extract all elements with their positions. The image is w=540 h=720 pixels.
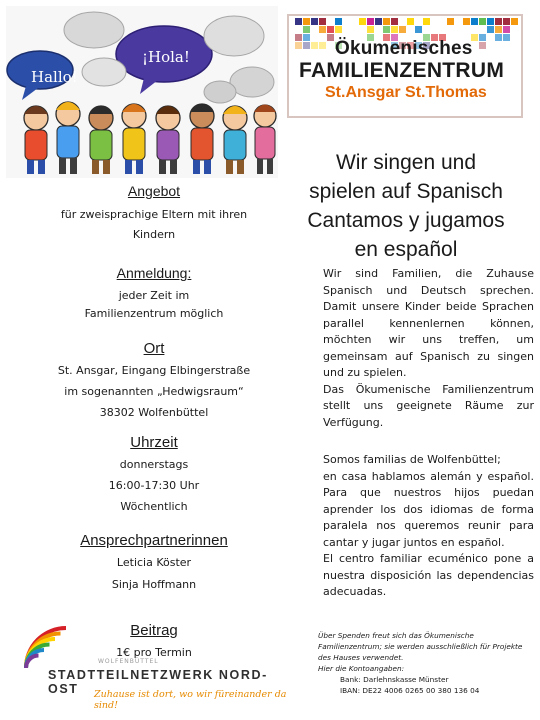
paragraph-spanish-rooms: El centro familiar ecuménico pone a nuestra disposición las dependencias adecuadas. <box>323 552 534 598</box>
mosaic-tile <box>335 18 342 25</box>
mosaic-tile <box>319 42 326 49</box>
bubble-hola-text: ¡Hola! <box>142 48 190 66</box>
mosaic-tile <box>295 34 302 41</box>
section-ansprechpartnerinnen <box>40 530 268 596</box>
mosaic-tile <box>319 26 326 33</box>
beitrag-text: 1€ pro Termin <box>116 646 192 659</box>
title-es-line-2: en español <box>354 238 458 261</box>
mosaic-tile <box>495 34 502 41</box>
mosaic-tile <box>295 42 302 49</box>
mosaic-tile <box>479 34 486 41</box>
mosaic-tile <box>383 18 390 25</box>
logo-text-parishes: St.Ansgar St.Thomas <box>325 84 487 101</box>
ansprech-line-1: Leticia Köster <box>116 556 192 569</box>
paragraph-german-text: Wir sind Familien, die Zuhause Spanisch und Deutsch sprechen. Damit unsere Kinder beide Sprachen parallel kennenlernen können, möchten wir uns treffen, um gemeinsam auf Spanisch zu singen und zu spielen. <box>323 267 534 379</box>
uhrzeit-line-1: donnerstags <box>119 458 189 471</box>
mosaic-tile <box>367 26 374 33</box>
ort-line-1: St. Ansgar, Eingang Elbingerstraße <box>57 364 251 377</box>
mosaic-tile <box>463 18 470 25</box>
donation-text: Über Spenden freut sich das Ökumenische Familienzentrum; sie werden ausschließlich für Projekte des Hauses verwendet. <box>318 631 523 662</box>
iban: IBAN: DE22 4006 0265 00 380 136 04 <box>340 686 480 695</box>
stz-slogan: Zuhause ist dort, wo wir füreinander da sind! <box>94 689 287 711</box>
mosaic-tile <box>447 18 454 25</box>
ansprech-line-2: Sinja Hoffmann <box>111 578 197 591</box>
section-ort <box>40 338 268 423</box>
anmeldung-text: jeder Zeit im Familienzentrum möglich <box>84 289 224 320</box>
title-de-line-1: Wir singen und <box>335 151 477 174</box>
stadtteilnetzwerk-logo <box>20 622 290 710</box>
uhrzeit-line-3: Wöchentlich <box>120 500 188 513</box>
mosaic-tile <box>303 26 310 33</box>
mosaic-tile <box>503 26 510 33</box>
paragraph-german <box>323 266 534 431</box>
paragraph-spanish-line-1: Somos familias de Wolfenbüttel; <box>323 453 501 466</box>
heading-uhrzeit: Uhrzeit <box>130 434 178 451</box>
donation-note <box>318 630 536 696</box>
title-de-line-2: spielen auf Spanisch <box>309 180 503 203</box>
mosaic-tile <box>487 18 494 25</box>
section-angebot <box>40 181 268 245</box>
mosaic-tile <box>311 42 318 49</box>
mosaic-tile <box>383 26 390 33</box>
mosaic-tile <box>335 26 342 33</box>
heading-ansprechpartnerinnen: Ansprechpartnerinnen <box>80 532 228 549</box>
rainbow-arcs-icon <box>20 622 100 670</box>
logo-text-oekumenisches: Ökumenisches <box>335 38 473 59</box>
mosaic-tile <box>415 26 422 33</box>
mosaic-tile <box>407 18 414 25</box>
ort-line-2: im sogenannten „Hedwigsraum“ <box>64 385 244 398</box>
mosaic-tile <box>327 26 334 33</box>
mosaic-tile <box>503 34 510 41</box>
children-illustration <box>6 6 278 178</box>
familienzentrum-logo <box>287 14 523 118</box>
ort-line-3: 38302 Wolfenbüttel <box>99 406 209 419</box>
mosaic-tile <box>391 18 398 25</box>
section-uhrzeit <box>40 432 268 517</box>
logo-text-familienzentrum: FAMILIENZENTRUM <box>299 59 505 82</box>
mosaic-tile <box>367 18 374 25</box>
mosaic-tile <box>303 34 310 41</box>
mosaic-tile <box>503 18 510 25</box>
mosaic-tile <box>511 18 518 25</box>
heading-beitrag: Beitrag <box>130 622 178 639</box>
section-anmeldung <box>40 263 268 323</box>
heading-angebot: Angebot <box>127 183 181 199</box>
mosaic-tile <box>479 18 486 25</box>
stz-city-label: WOLFENBÜTTEL <box>98 658 159 665</box>
heading-anmeldung: Anmeldung: <box>116 265 192 281</box>
page-title <box>288 148 524 264</box>
account-label: Hier die Kontoangaben: <box>318 664 405 673</box>
mosaic-tile <box>471 18 478 25</box>
heading-ort: Ort <box>143 340 165 357</box>
paragraph-spanish <box>323 452 534 601</box>
mosaic-tile <box>311 18 318 25</box>
bubble-hallo-text: Hallo! <box>31 68 78 86</box>
mosaic-tile <box>319 18 326 25</box>
mosaic-tile <box>327 34 334 41</box>
stz-name: STADTTEILNETZWERK NORD-OST <box>48 668 268 696</box>
mosaic-tile <box>495 18 502 25</box>
paragraph-spanish-text: en casa hablamos alemán y español. Para que nuestros hijos puedan aprender los dos idiomas de forma paralela nos queremos reunir para cantar y jugar juntos en español. <box>323 469 534 549</box>
uhrzeit-line-2: 16:00-17:30 Uhr <box>108 479 200 492</box>
mosaic-tile <box>391 26 398 33</box>
paragraph-german-rooms: Das Ökumenische Familienzentrum stellt uns geeignete Räume zur Verfügung. <box>323 382 534 429</box>
mosaic-tile <box>375 18 382 25</box>
mosaic-tile <box>495 26 502 33</box>
mosaic-tile <box>423 18 430 25</box>
bank-name: Bank: Darlehnskasse Münster <box>340 675 449 684</box>
mosaic-tile <box>303 42 310 49</box>
mosaic-tile <box>295 18 302 25</box>
angebot-text: für zweisprachige Eltern mit ihren Kindern <box>60 208 248 241</box>
mosaic-tile <box>479 42 486 49</box>
mosaic-tile <box>359 18 366 25</box>
title-es-line-1: Cantamos y jugamos <box>307 209 505 232</box>
mosaic-tile <box>303 18 310 25</box>
mosaic-tile <box>399 26 406 33</box>
mosaic-tile <box>487 26 494 33</box>
children-speech-bubbles-image <box>6 6 278 178</box>
